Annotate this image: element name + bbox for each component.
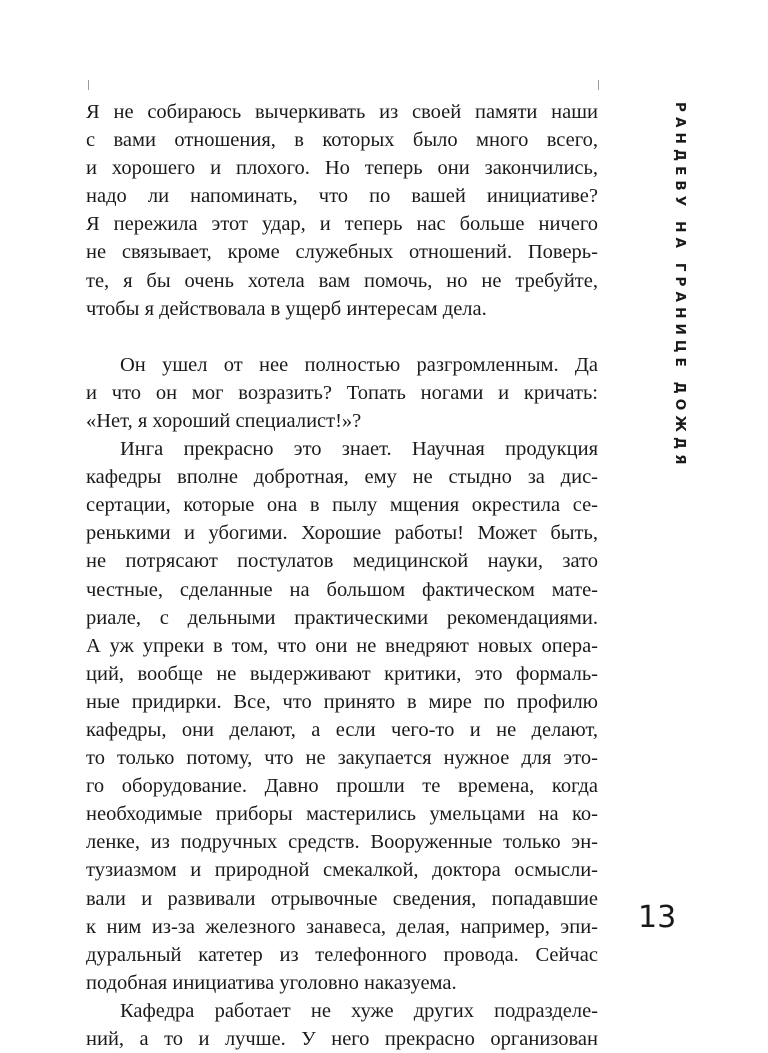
text-line: необходимые приборы мастерились умельцами на ко- <box>86 803 598 826</box>
text-line: не потрясают постулатов медицинской науки, зато <box>86 550 598 573</box>
crop-mark-right <box>598 80 599 90</box>
text-line: ные придирки. Все, что принято в мире по профилю <box>86 690 598 713</box>
text-line: то только потому, что не закупается нужное для это- <box>86 747 598 770</box>
text-line: Я не собираюсь вычеркивать из своей памяти наши <box>86 101 598 123</box>
text-line: ренькими и убогими. Хорошие работы! Может быть, <box>86 522 598 545</box>
text-line: к ним из-за железного занавеса, делая, например, эпи- <box>86 915 598 938</box>
text-line: го оборудование. Давно прошли те времена, когда <box>86 775 598 798</box>
text-line: Я пережила этот удар, и теперь нас больше ничего <box>86 213 598 236</box>
crop-mark-left <box>88 80 89 90</box>
text-line: надо ли напоминать, что по вашей инициативе? <box>86 185 598 208</box>
text-line: не связывает, кроме служебных отношений. Поверь- <box>86 241 598 264</box>
text-line: А уж упреки в том, что они не внедряют новых опера- <box>86 634 598 657</box>
page-number: 13 <box>638 900 677 935</box>
text-line: вали и развивали отрывочные сведения, попадавшие <box>86 887 598 910</box>
text-line: чтобы я действовала в ущерб интересам дела. <box>86 297 487 320</box>
text-line: риале, с дельными практическими рекомендациями. <box>86 606 598 629</box>
text-line: и что он мог возразить? Топать ногами и кричать: <box>86 381 598 404</box>
text-line: ций, вообще не выдерживают критики, это формаль- <box>86 662 598 685</box>
text-line: Инга прекрасно это знает. Научная продукция <box>120 438 598 461</box>
text-line: тузиазмом и природной смекалкой, доктора осмысли- <box>86 859 598 882</box>
text-line: с вами отношения, в которых было много всего, <box>86 129 598 152</box>
text-line: сертации, которые она в пылу мщения окрестила се- <box>86 494 598 517</box>
text-line: те, я бы очень хотела вам помочь, но не требуйте, <box>86 269 598 292</box>
text-line: кафедры вполне добротная, ему не стыдно за дис- <box>86 466 598 489</box>
text-line: Он ушел от нее полностью разгромленным. Да <box>120 353 598 376</box>
text-line: Кафедра работает не хуже других подразделе- <box>120 999 598 1022</box>
running-head-title: РАНДЕВУ НА ГРАНИЦЕ ДОЖДЯ <box>672 102 688 470</box>
text-line: подобная инициатива уголовно наказуема. <box>86 971 457 994</box>
text-line: кафедры, они делают, а если чего-то и не делают, <box>86 718 598 741</box>
paragraph-gap <box>86 323 598 351</box>
text-line: честные, сделанные на большом фактическом мате- <box>86 578 598 601</box>
text-line: ний, а то и лучше. У него прекрасно организован <box>86 1028 598 1050</box>
text-line: ленке, из подручных средств. Вооруженные только эн- <box>86 831 598 854</box>
body-text <box>86 98 598 1053</box>
text-line: дуральный катетер из телефонного провода. Сейчас <box>86 943 598 966</box>
text-line: «Нет, я хороший специалист!»? <box>86 409 362 432</box>
text-line: и хорошего и плохого. Но теперь они закончились, <box>86 157 598 180</box>
running-head <box>662 102 698 470</box>
